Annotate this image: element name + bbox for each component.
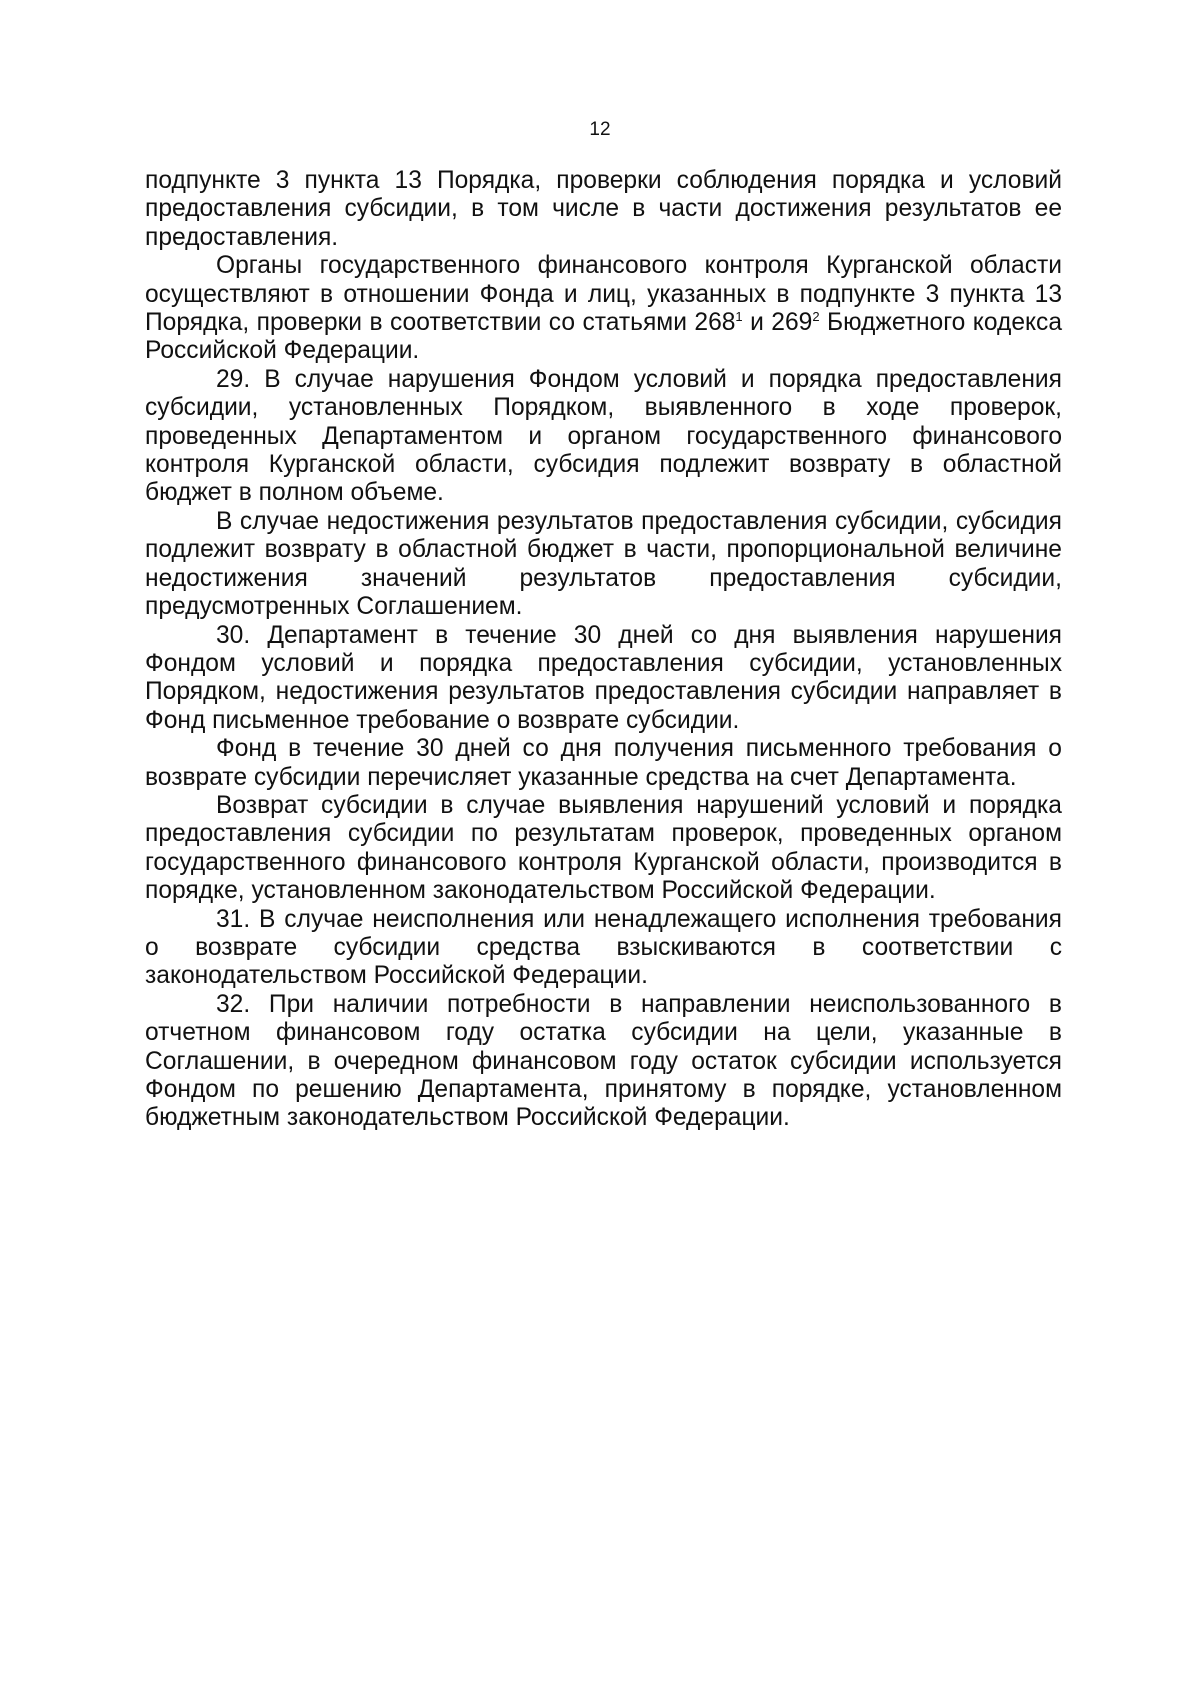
- superscript: 2: [812, 309, 820, 325]
- paragraph-item-31: 31. В случае неисполнения или ненадлежащего исполнения требования о возврате субсидии средства взыскиваются в соответствии с законодательством Российской Федерации.: [145, 905, 1062, 990]
- paragraph-item-30: 30. Департамент в течение 30 дней со дня выявления нарушения Фондом условий и порядка предоставления субсидии, установленных Порядком, недостижения результатов предоставления субсидии направляет в Фонд письменное требование о возврате субсидии.: [145, 621, 1062, 734]
- paragraph-results-shortfall: В случае недостижения результатов предоставления субсидии, субсидия подлежит возврату в областной бюджет в части, пропорциональной величине недостижения значений результатов предоставления субсидии, предусмотренных Соглашением.: [145, 507, 1062, 621]
- paragraph-financial-control: [145, 252, 1062, 366]
- paragraph-text: Органы государственного финансового контроля Курганской области осуществляют в отношении Фонда и лиц, указанных в подпункте 3 пункта 13 Порядка, проверки в соответствии со статьями 268: [145, 252, 1062, 337]
- superscript: 1: [735, 309, 743, 325]
- paragraph-item-32: 32. При наличии потребности в направлении неиспользованного в отчетном финансовом году остатка субсидии на цели, указанные в Соглашении, в очередном финансовом году остаток субсидии используется Фондом по решению Департамента, принятому в порядке, установленном бюджетным законодательством Российской Федерации.: [145, 990, 1062, 1132]
- document-body: [145, 167, 1062, 1133]
- paragraph-text: и 269: [742, 309, 813, 337]
- paragraph-text: Бюджетного кодекса Российской Федерации.: [145, 309, 1063, 365]
- paragraph-item-29: 29. В случае нарушения Фондом условий и порядка предоставления субсидии, установленных Порядком, выявленного в ходе проверок, проведенных Департаментом и органом государственного финансового контроля Курганской области, субсидия подлежит возврату в областной бюджет в полном объеме.: [145, 365, 1062, 507]
- paragraph-continuation: подпункте 3 пункта 13 Порядка, проверки соблюдения порядка и условий предоставления субсидии, в том числе в части достижения результатов ее предоставления.: [145, 167, 1062, 251]
- paragraph-fund-transfer: Фонд в течение 30 дней со дня получения письменного требования о возврате субсидии перечисляет указанные средства на счет Департамента.: [145, 735, 1062, 791]
- page-number: 12: [589, 119, 611, 140]
- paragraph-refund-procedure: Возврат субсидии в случае выявления нарушений условий и порядка предоставления субсидии по результатам проверок, проведенных органом государственного финансового контроля Курганской области, производится в порядке, установленном законодательством Российской Федерации.: [145, 791, 1062, 905]
